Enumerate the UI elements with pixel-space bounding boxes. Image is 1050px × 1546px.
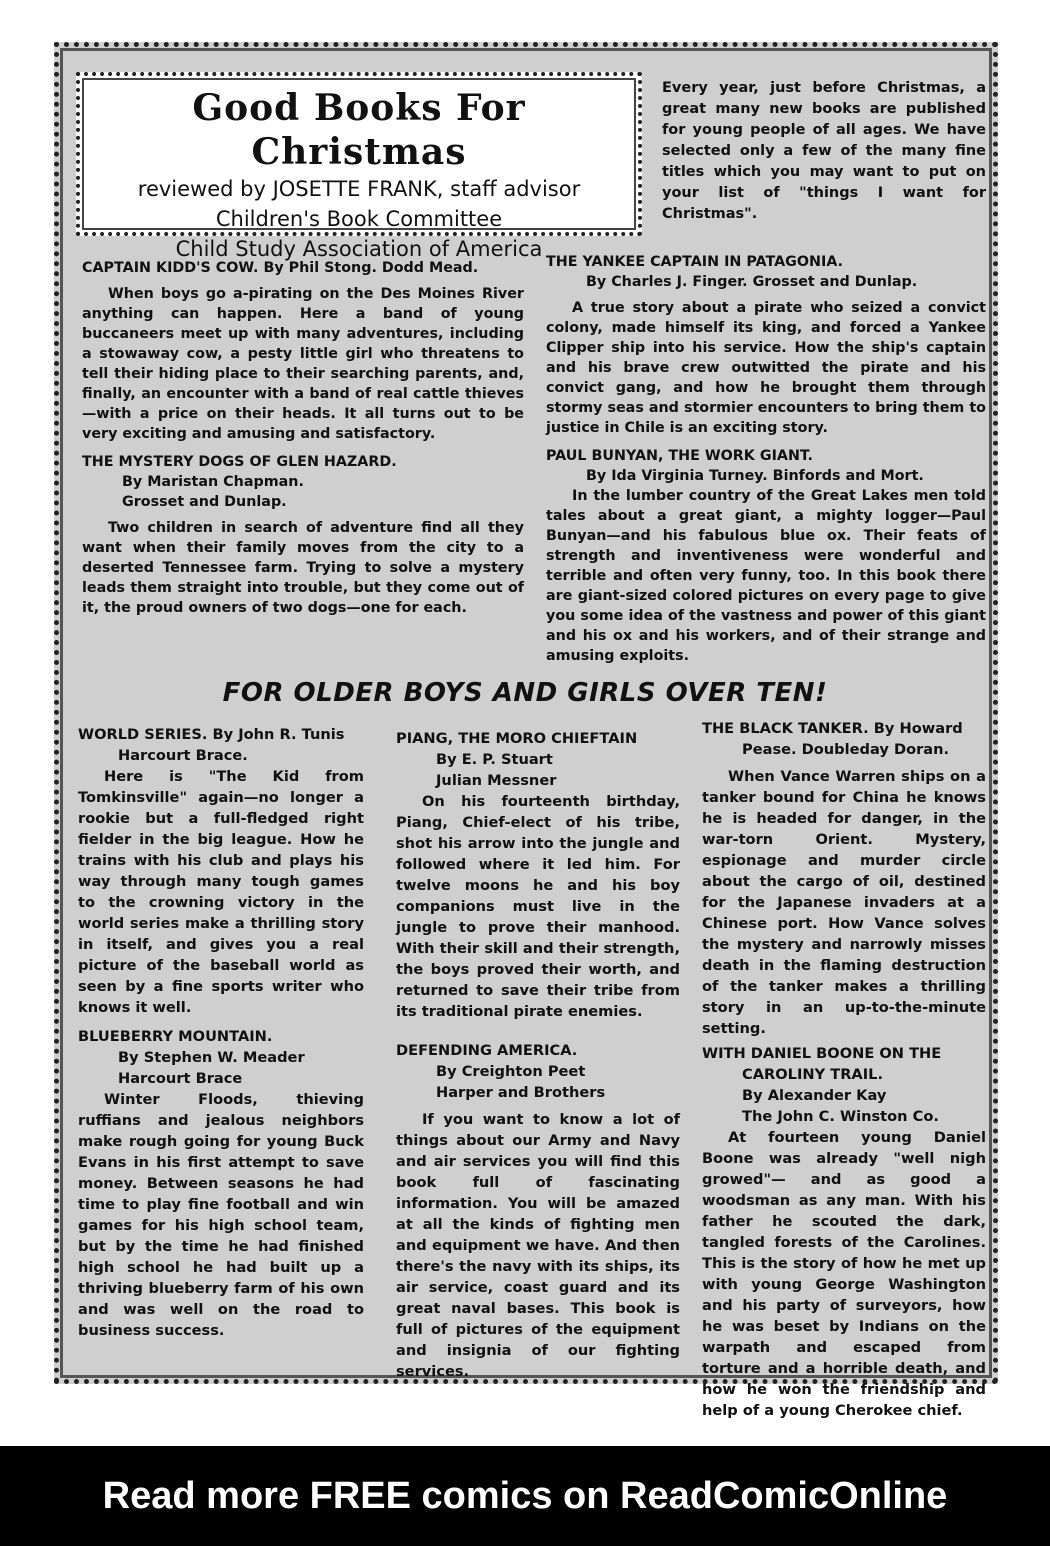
review-publisher: Harcourt Brace — [118, 1070, 243, 1087]
review-heading: THE BLACK TANKER. By Howard — [702, 720, 963, 737]
review-author: By Alexander Kay — [742, 1087, 887, 1104]
promo-banner[interactable]: Read more FREE comics on ReadComicOnline — [0, 1446, 1050, 1546]
review-heading: WORLD SERIES. By John R. Tunis — [78, 726, 345, 743]
section-heading: FOR OLDER BOYS AND GIRLS OVER TEN! — [222, 678, 828, 708]
bottom-column-3 — [702, 718, 986, 1421]
review-publisher: The John C. Winston Co. — [742, 1108, 939, 1125]
review-author: By Creighton Peet — [436, 1063, 586, 1080]
review-heading: BLUEBERRY MOUNTAIN. — [78, 1028, 273, 1045]
review-body: When Vance Warren ships on a tanker bound for China he knows he is headed for danger, in the war-torn Orient. Mystery, espionage and murder circle about the cargo of oil, destined for the Japanese invaders at a Chinese port. How Vance solves the mystery and narrowly misses death in the flaming destruction of the tanker makes a thrilling story in an up-to-the-minute setting. — [702, 768, 986, 1037]
review-publisher: Julian Messner — [436, 772, 557, 789]
reviewer-line: reviewed by JOSETTE FRANK, staff advisor — [137, 177, 581, 201]
review-body: On his fourteenth birthday, Piang, Chief-elect of his tribe, shot his arrow into the jungle and followed where it led him. For twelve moons he and his boy companions must live in the jungle to prove their manhood. With their skill and their strength, the boys proved their worth, and returned to save their tribe from its traditional pirate enemies. — [396, 793, 680, 1020]
association-line: Child Study Association of America — [175, 237, 543, 261]
review-publisher: Grosset and Dunlap. — [122, 494, 287, 510]
intro-text: Every year, just before Christmas, a great many new books are published for young people of all ages. We have selected only a few of the many fine titles which you may want to put on your list of "things I want for Christmas". — [662, 80, 986, 222]
bottom-column-1 — [78, 724, 364, 1341]
review-body: Winter Floods, thieving ruffians and jealous neighbors make rough going for young Buck Evans in his first attempt to save money. Between seasons he had time to play fine football and win games for his high school team, but by the time he had finished high school he had built up a thriving blueberry farm of his own and was well on the road to business success. — [78, 1091, 364, 1339]
review-body: At fourteen young Daniel Boone was already "well nigh growed"— and as good a woodsman as any man. With his father he scouted the dark, tangled forests of the Carolines. This is the story of how he met up with young George Washington and his party of surveyors, how he was beset by Indians on the warpath and escaped from torture and a horrible death, and how he won the friendship and help of a young Cherokee chief. — [702, 1129, 986, 1419]
review-publisher: Harper and Brothers — [436, 1084, 606, 1101]
review-author: By E. P. Stuart — [436, 751, 553, 768]
review-body: If you want to know a lot of things about our Army and Navy and air services you will find this book full of fascinating information. You will be amazed at all the kinds of fighting men and equipment we have. And then there's the navy with its ships, its air service, coast guard and its great naval bases. This book is full of pictures of the equipment and insignia of our fighting services. — [396, 1111, 680, 1380]
review-heading-cont: CAROLINY TRAIL. — [742, 1066, 883, 1083]
page-title: Good Books For Christmas — [192, 87, 526, 173]
top-right-column — [546, 252, 986, 666]
review-body: A true story about a pirate who seized a convict colony, made himself its king, and forced a Yankee Clipper ship into his service. How the ship's captain and his brave crew outwitted the pirate and his convict gang, and how he brought them through stormy seas and stormier encounters to bring them to justice in Chile is an exciting story. — [546, 300, 986, 436]
bottom-column-2 — [396, 728, 680, 1382]
review-publisher: Pease. Doubleday Doran. — [742, 741, 950, 758]
review-publisher: Harcourt Brace. — [118, 747, 248, 764]
review-author: By Maristan Chapman. — [122, 474, 304, 490]
review-heading: DEFENDING AMERICA. — [396, 1042, 578, 1059]
top-left-column — [82, 258, 524, 618]
committee-line: Children's Book Committee — [215, 207, 503, 231]
review-body: In the lumber country of the Great Lakes men told tales about a great giant, a mighty logger—Paul Bunyan—and his fabulous blue ox. Their feats of strength and inventiveness were wonderful and terrible and often very funny, too. In this book there are giant-sized colored pictures on every page to give you some idea of the vastness and power of this giant and his ox and his workers, and of their strange and amusing exploits. — [546, 488, 986, 664]
review-heading: PAUL BUNYAN, THE WORK GIANT. — [546, 448, 813, 464]
header-box — [76, 72, 642, 261]
review-author: By Ida Virginia Turney. Binfords and Mort. — [586, 468, 924, 484]
review-heading: PIANG, THE MORO CHIEFTAIN — [396, 730, 638, 747]
review-author: By Stephen W. Meader — [118, 1049, 305, 1066]
review-body: When boys go a-pirating on the Des Moines River anything can happen. Here a band of young buccaneers meet up with many adventures, including a stowaway cow, a pesty little girl who threatens to tell their hiding place to their searching parents, and, finally, an encounter with a band of real cattle thieves —with a price on their heads. It all turns out to be very exciting and amusing and satisfactory. — [82, 286, 524, 442]
review-heading: CAPTAIN KIDD'S COW. By Phil Stong. Dodd Mead. — [82, 260, 479, 276]
review-heading: WITH DANIEL BOONE ON THE — [702, 1045, 942, 1062]
review-heading: THE YANKEE CAPTAIN IN PATAGONIA. — [546, 254, 844, 270]
review-body: Here is "The Kid from Tomkinsville" again—no longer a rookie but a full-fledged right fielder in the big league. How he trains with his club and plays his way through many tough games to the crowning victory in the world series make a thrilling story in itself, and gives you a real picture of the baseball world as seen by a fine sports writer who knows it well. — [78, 768, 364, 1016]
review-heading: THE MYSTERY DOGS OF GLEN HAZARD. — [82, 454, 397, 470]
review-author: By Charles J. Finger. Grosset and Dunlap. — [586, 274, 918, 290]
review-body: Two children in search of adventure find all they want when their family moves from the city to a deserted Tennessee farm. Trying to solve a mystery leads them straight into trouble, but they come out of it, the proud owners of two dogs—one for each. — [82, 520, 524, 616]
